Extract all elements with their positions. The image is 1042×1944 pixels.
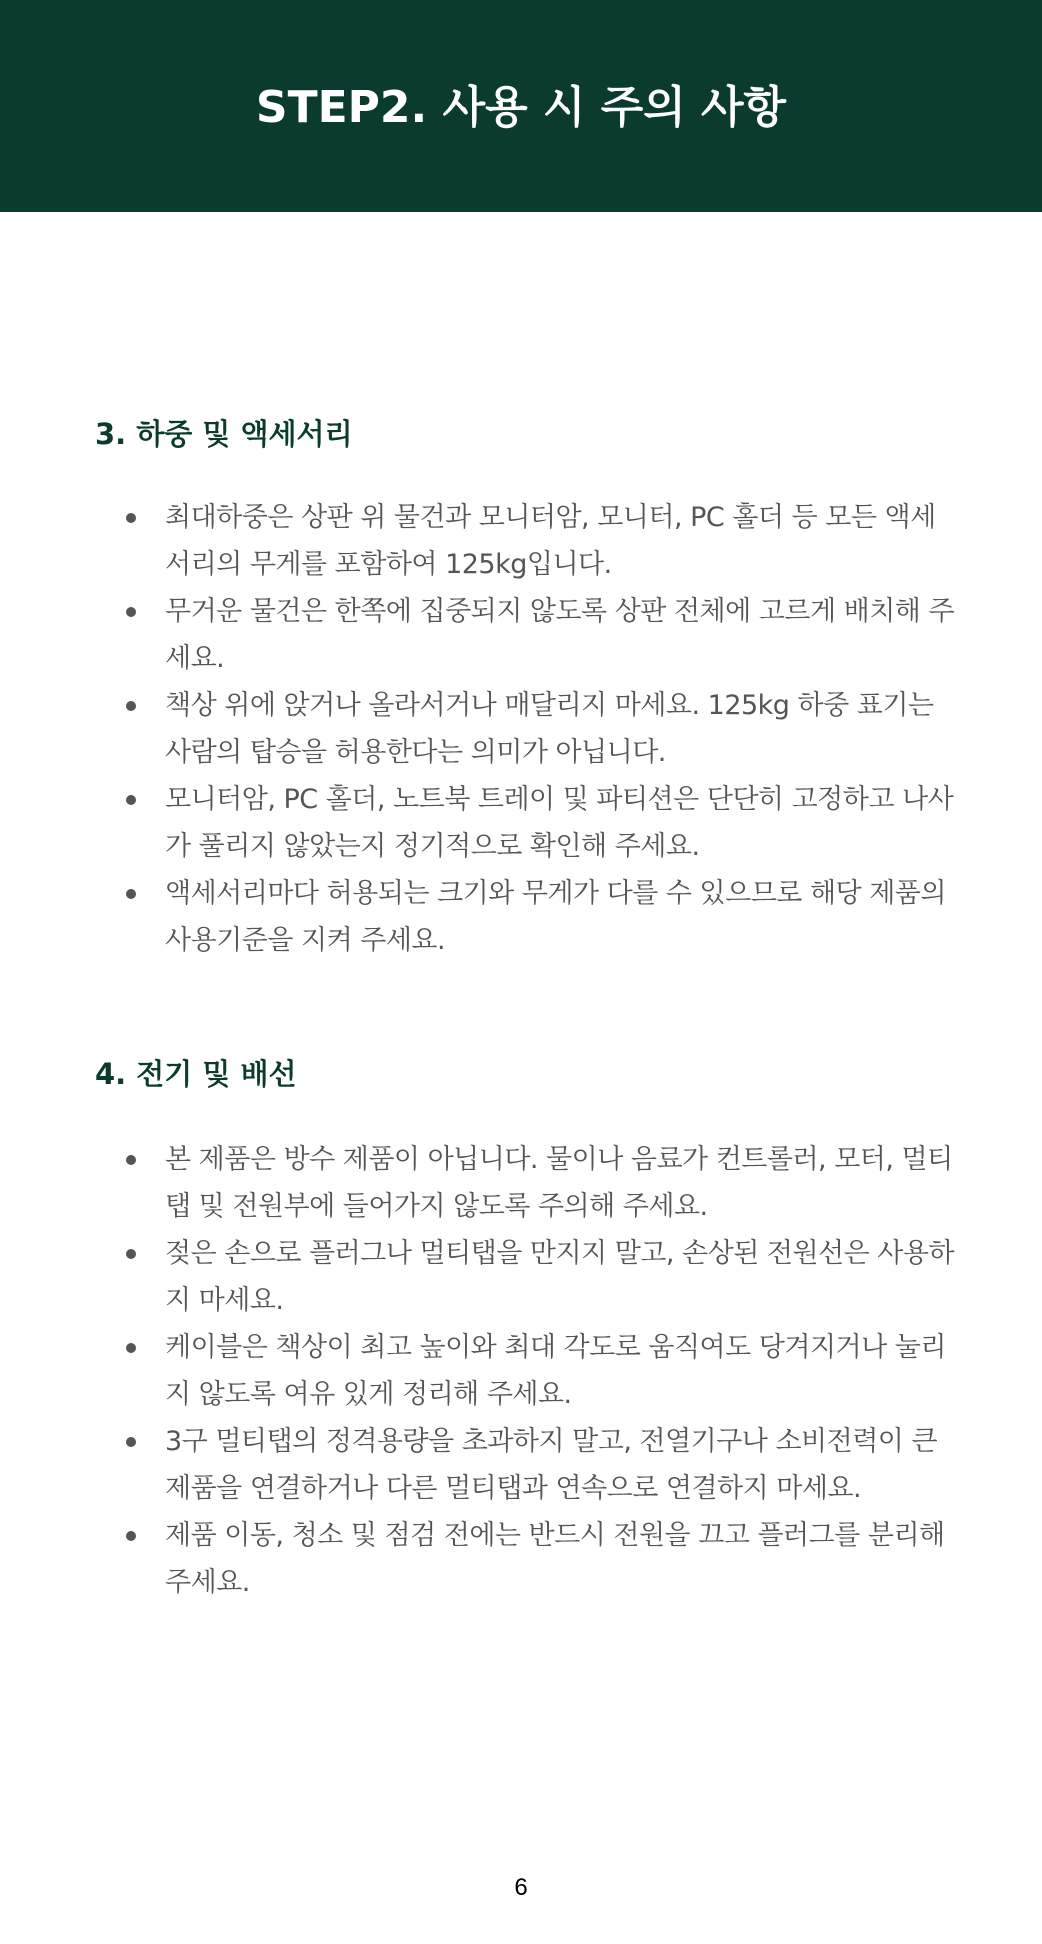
list-item bbox=[95, 1418, 955, 1512]
bullet-icon bbox=[126, 607, 136, 617]
electric-wiring-list bbox=[95, 1136, 955, 1606]
bullet-icon bbox=[126, 701, 136, 711]
bullet-icon bbox=[126, 1531, 136, 1541]
list-item-text: 제품 이동, 청소 및 점검 전에는 반드시 전원을 끄고 플러그를 분리해 주세요. bbox=[165, 1520, 945, 1598]
bullet-icon bbox=[126, 1437, 136, 1447]
list-item-text: 무거운 물건은 한쪽에 집중되지 않도록 상판 전체에 고르게 배치해 주세요. bbox=[165, 596, 955, 674]
list-item-text: 케이블은 책상이 최고 높이와 최대 각도로 움직여도 당겨지거나 눌리지 않도록 여유 있게 정리해 주세요. bbox=[165, 1332, 946, 1410]
page-number: 6 bbox=[514, 1874, 528, 1901]
list-item bbox=[95, 1136, 955, 1230]
section-heading-load-accessories: 3. 하중 및 액세서리 bbox=[95, 417, 353, 451]
list-item bbox=[95, 1230, 955, 1324]
bullet-icon bbox=[126, 1155, 136, 1165]
list-item-text: 3구 멀티탭의 정격용량을 초과하지 말고, 전열기구나 소비전력이 큰 제품을 연결하거나 다른 멀티탭과 연속으로 연결하지 마세요. bbox=[165, 1426, 938, 1504]
section-heading-electric-wiring: 4. 전기 및 배선 bbox=[95, 1057, 297, 1091]
list-item bbox=[95, 588, 955, 682]
bullet-icon bbox=[126, 795, 136, 805]
list-item bbox=[95, 870, 955, 964]
list-item bbox=[95, 682, 955, 776]
list-item bbox=[95, 1324, 955, 1418]
list-item-text: 젖은 손으로 플러그나 멀티탭을 만지지 말고, 손상된 전원선은 사용하지 마세요. bbox=[165, 1238, 955, 1316]
list-item bbox=[95, 1512, 955, 1606]
list-item-text: 최대하중은 상판 위 물건과 모니터암, 모니터, PC 홀더 등 모든 액세서리의 무게를 포함하여 125kg입니다. bbox=[165, 502, 936, 580]
page-title: STEP2. 사용 시 주의 사항 bbox=[255, 82, 787, 133]
list-item bbox=[95, 494, 955, 588]
page-header bbox=[0, 0, 1042, 212]
list-item-text: 액세서리마다 허용되는 크기와 무게가 다를 수 있으므로 해당 제품의 사용기준을 지켜 주세요. bbox=[165, 878, 946, 956]
load-accessories-list bbox=[95, 494, 955, 964]
list-item-text: 본 제품은 방수 제품이 아닙니다. 물이나 음료가 컨트롤러, 모터, 멀티탭 및 전원부에 들어가지 않도록 주의해 주세요. bbox=[165, 1144, 953, 1222]
bullet-icon bbox=[126, 1343, 136, 1353]
list-item-text: 책상 위에 앉거나 올라서거나 매달리지 마세요. 125kg 하중 표기는 사람의 탑승을 허용한다는 의미가 아닙니다. bbox=[165, 690, 934, 768]
bullet-icon bbox=[126, 889, 136, 899]
bullet-icon bbox=[126, 513, 136, 523]
bullet-icon bbox=[126, 1249, 136, 1259]
list-item bbox=[95, 776, 955, 870]
list-item-text: 모니터암, PC 홀더, 노트북 트레이 및 파티션은 단단히 고정하고 나사가 풀리지 않았는지 정기적으로 확인해 주세요. bbox=[165, 784, 954, 862]
